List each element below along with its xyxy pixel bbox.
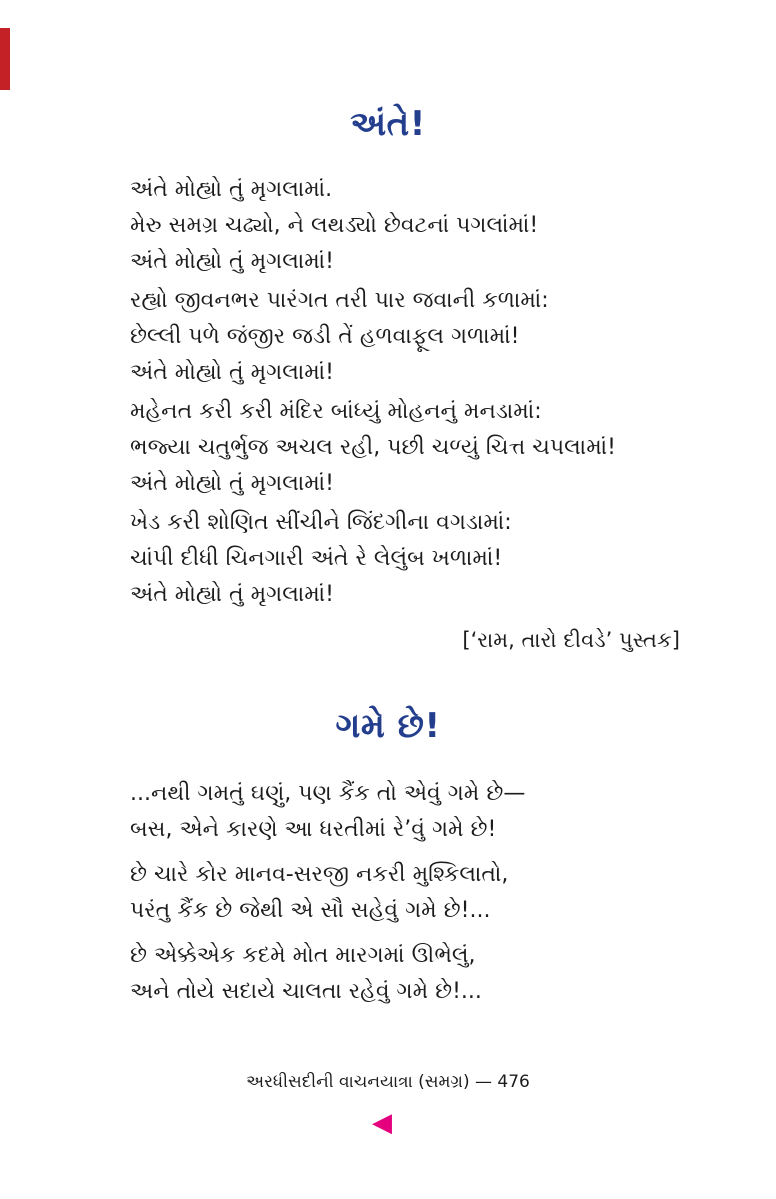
poem1-stanza-3 [130, 394, 716, 502]
poem2-stanza-3 [130, 938, 716, 1010]
poem-line: છે ચારે કોર માનવ-સરજી નકરી મુશ્કિલાતો, [130, 862, 509, 887]
poem-line: ખેડ કરી શોણિત સીંચીને જિંદગીના વગડામાં: [130, 510, 512, 535]
poem-line: અંતે મોહ્યો તું મૃગલામાં! [130, 471, 334, 496]
poem-line: રહ્યો જીવનભર પારંગત તરી પાર જવાની કળામાં: [130, 288, 549, 313]
poem-line: ભજ્યા ચતુર્ભુજ અચલ રહી, પછી ચળ્યું ચિત્ત ચપલામાં! [130, 435, 616, 460]
poem-line: મેરુ સમગ્ર ચઢ્યો, ને લથડ્યો છેવટનાં પગલાંમાં! [130, 213, 539, 238]
page-footer: અરધીસદીની વાચનયાત્રા (સમગ્ર) — 476 [246, 1072, 530, 1092]
poem-line: અંતે મોહ્યો તું મૃગલામાં! [130, 582, 334, 607]
poem1-title: અંતે! [350, 104, 426, 144]
poem-line: અંતે મોહ્યો તું મૃગલામાં! [130, 360, 334, 385]
poem2-stanza-1 [130, 776, 716, 848]
poem-line: ...નથી ગમતું ઘણું, પણ કૈંક તો એવું ગમે છે— [130, 781, 526, 806]
poem1-source-attribution: [‘રામ, તારો દીવડે’ પુસ્તક] [462, 628, 680, 652]
poem-line: ચાંપી દીધી ચિનગારી અંતે રે લેલુંબ ખળામાં! [130, 546, 503, 571]
poem-line: મહેનત કરી કરી મંદિર બાંધ્યું મોહનનું મનડામાં: [130, 399, 542, 424]
poem2-body [130, 776, 716, 1019]
poem2-title: ગમે છે! [335, 706, 441, 746]
poem-line: અંતે મોહ્યો તું મૃગલામાં. [130, 177, 333, 202]
red-edge-tab [0, 28, 10, 90]
poem1-stanza-4 [130, 505, 716, 613]
poem-line: અંતે મોહ્યો તું મૃગલામાં! [130, 249, 334, 274]
poem2-stanza-2 [130, 857, 716, 929]
poem-line: છેલ્લી પળે જંજીર જડી તેં હળવાફૂલ ગળામાં! [130, 324, 520, 349]
poem-line: પરંતુ કૈંક છે જેથી એ સૌ સહેવું ગમે છે!... [130, 898, 491, 923]
poem-line: છે એક્કેએક કદમે મોત મારગમાં ઊભેલું, [130, 943, 476, 968]
poem1-stanza-1 [130, 172, 716, 280]
poem1-stanza-2 [130, 283, 716, 391]
left-triangle-icon: ◀ [372, 1108, 392, 1138]
poem-line: અને તોયે સદાયે ચાલતા રહેવું ગમે છે!... [130, 979, 482, 1004]
poem1-body [130, 172, 716, 616]
poem-line: બસ, એને કારણે આ ધરતીમાં રે’વું ગમે છે! [130, 817, 497, 842]
